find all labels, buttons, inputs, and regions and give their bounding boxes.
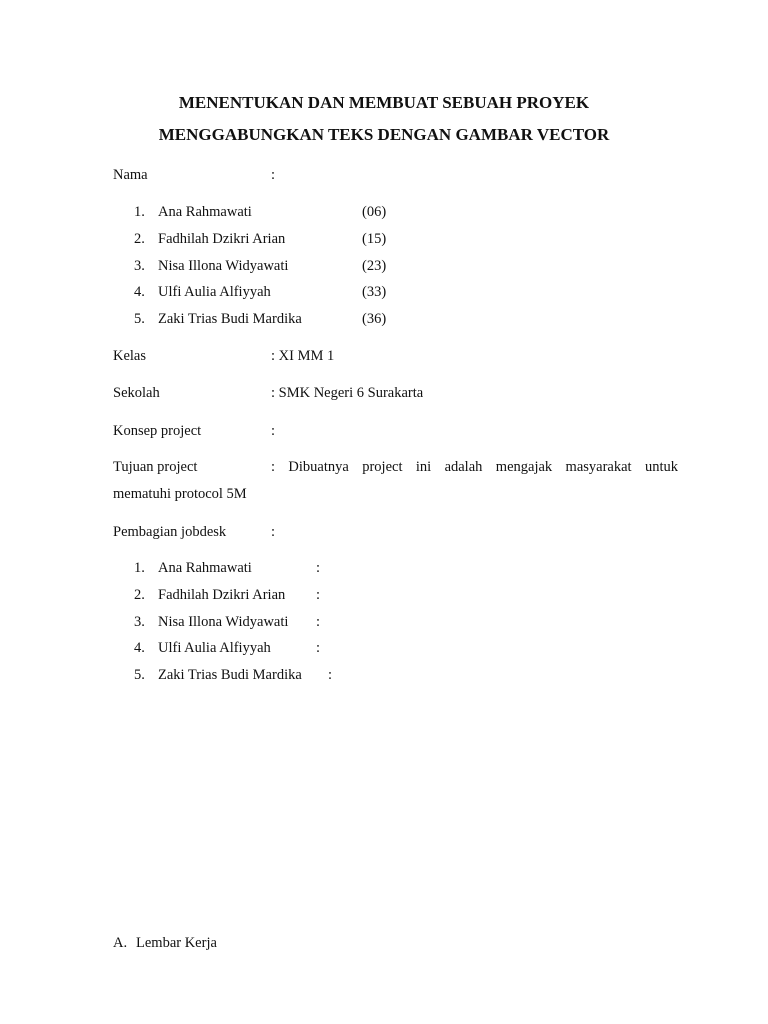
- member-name: Zaki Trias Budi Mardika: [158, 311, 302, 327]
- jobdesk-colon: :: [271, 524, 276, 540]
- jobdesk-colon: :: [316, 587, 321, 603]
- sekolah-value: : SMK Negeri 6 Surakarta: [271, 385, 424, 401]
- kelas-value: : XI MM 1: [271, 348, 335, 364]
- tujuan-value: : Dibuatnya project ini adalah mengajak masyarakat untuk: [271, 459, 678, 475]
- nama-colon: :: [271, 167, 276, 183]
- tujuan-line1: [113, 454, 678, 481]
- member-name: Nisa Illona Widyawati: [158, 258, 289, 274]
- member-name: Ulfi Aulia Alfiyyah: [158, 284, 271, 300]
- sekolah-label: Sekolah: [113, 385, 160, 401]
- tujuan-label: Tujuan project: [113, 459, 198, 475]
- jobdesk-name: Zaki Trias Budi Mardika: [158, 667, 302, 683]
- nama-label: Nama: [113, 167, 148, 183]
- member-number: 1.: [134, 204, 145, 220]
- jobdesk-number: 5.: [134, 667, 145, 683]
- member-attendance-number: (33): [362, 284, 387, 300]
- jobdesk-name: Ulfi Aulia Alfiyyah: [158, 640, 271, 656]
- kelas-label: Kelas: [113, 348, 147, 364]
- member-attendance-number: (23): [362, 258, 387, 274]
- jobdesk-colon: :: [328, 667, 333, 683]
- jobdesk-colon: :: [316, 560, 321, 576]
- jobdesk-label: Pembagian jobdesk: [113, 524, 227, 540]
- konsep-value: :: [271, 423, 276, 439]
- tujuan-line2: mematuhi protocol 5M: [113, 486, 247, 502]
- jobdesk-number: 3.: [134, 614, 145, 630]
- member-name: Ana Rahmawati: [158, 204, 252, 220]
- member-attendance-number: (15): [362, 231, 387, 247]
- konsep-label: Konsep project: [113, 423, 202, 439]
- member-name: Fadhilah Dzikri Arian: [158, 231, 286, 247]
- member-number: 5.: [134, 311, 145, 327]
- section-a-heading: Lembar Kerja: [136, 935, 217, 951]
- jobdesk-number: 1.: [134, 560, 145, 576]
- jobdesk-name: Ana Rahmawati: [158, 560, 252, 576]
- jobdesk-colon: :: [316, 614, 321, 630]
- member-attendance-number: (36): [362, 311, 387, 327]
- jobdesk-colon: :: [316, 640, 321, 656]
- section-a-number: A.: [113, 935, 128, 951]
- jobdesk-name: Nisa Illona Widyawati: [158, 614, 289, 630]
- document-title-line1: MENENTUKAN DAN MEMBUAT SEBUAH PROYEK: [178, 93, 590, 112]
- document-title-line2: MENGGABUNGKAN TEKS DENGAN GAMBAR VECTOR: [158, 125, 610, 144]
- jobdesk-name: Fadhilah Dzikri Arian: [158, 587, 286, 603]
- jobdesk-number: 2.: [134, 587, 145, 603]
- member-number: 4.: [134, 284, 145, 300]
- tujuan-paragraph: [113, 454, 678, 508]
- jobdesk-number: 4.: [134, 640, 145, 656]
- member-attendance-number: (06): [362, 204, 387, 220]
- member-number: 2.: [134, 231, 145, 247]
- member-number: 3.: [134, 258, 145, 274]
